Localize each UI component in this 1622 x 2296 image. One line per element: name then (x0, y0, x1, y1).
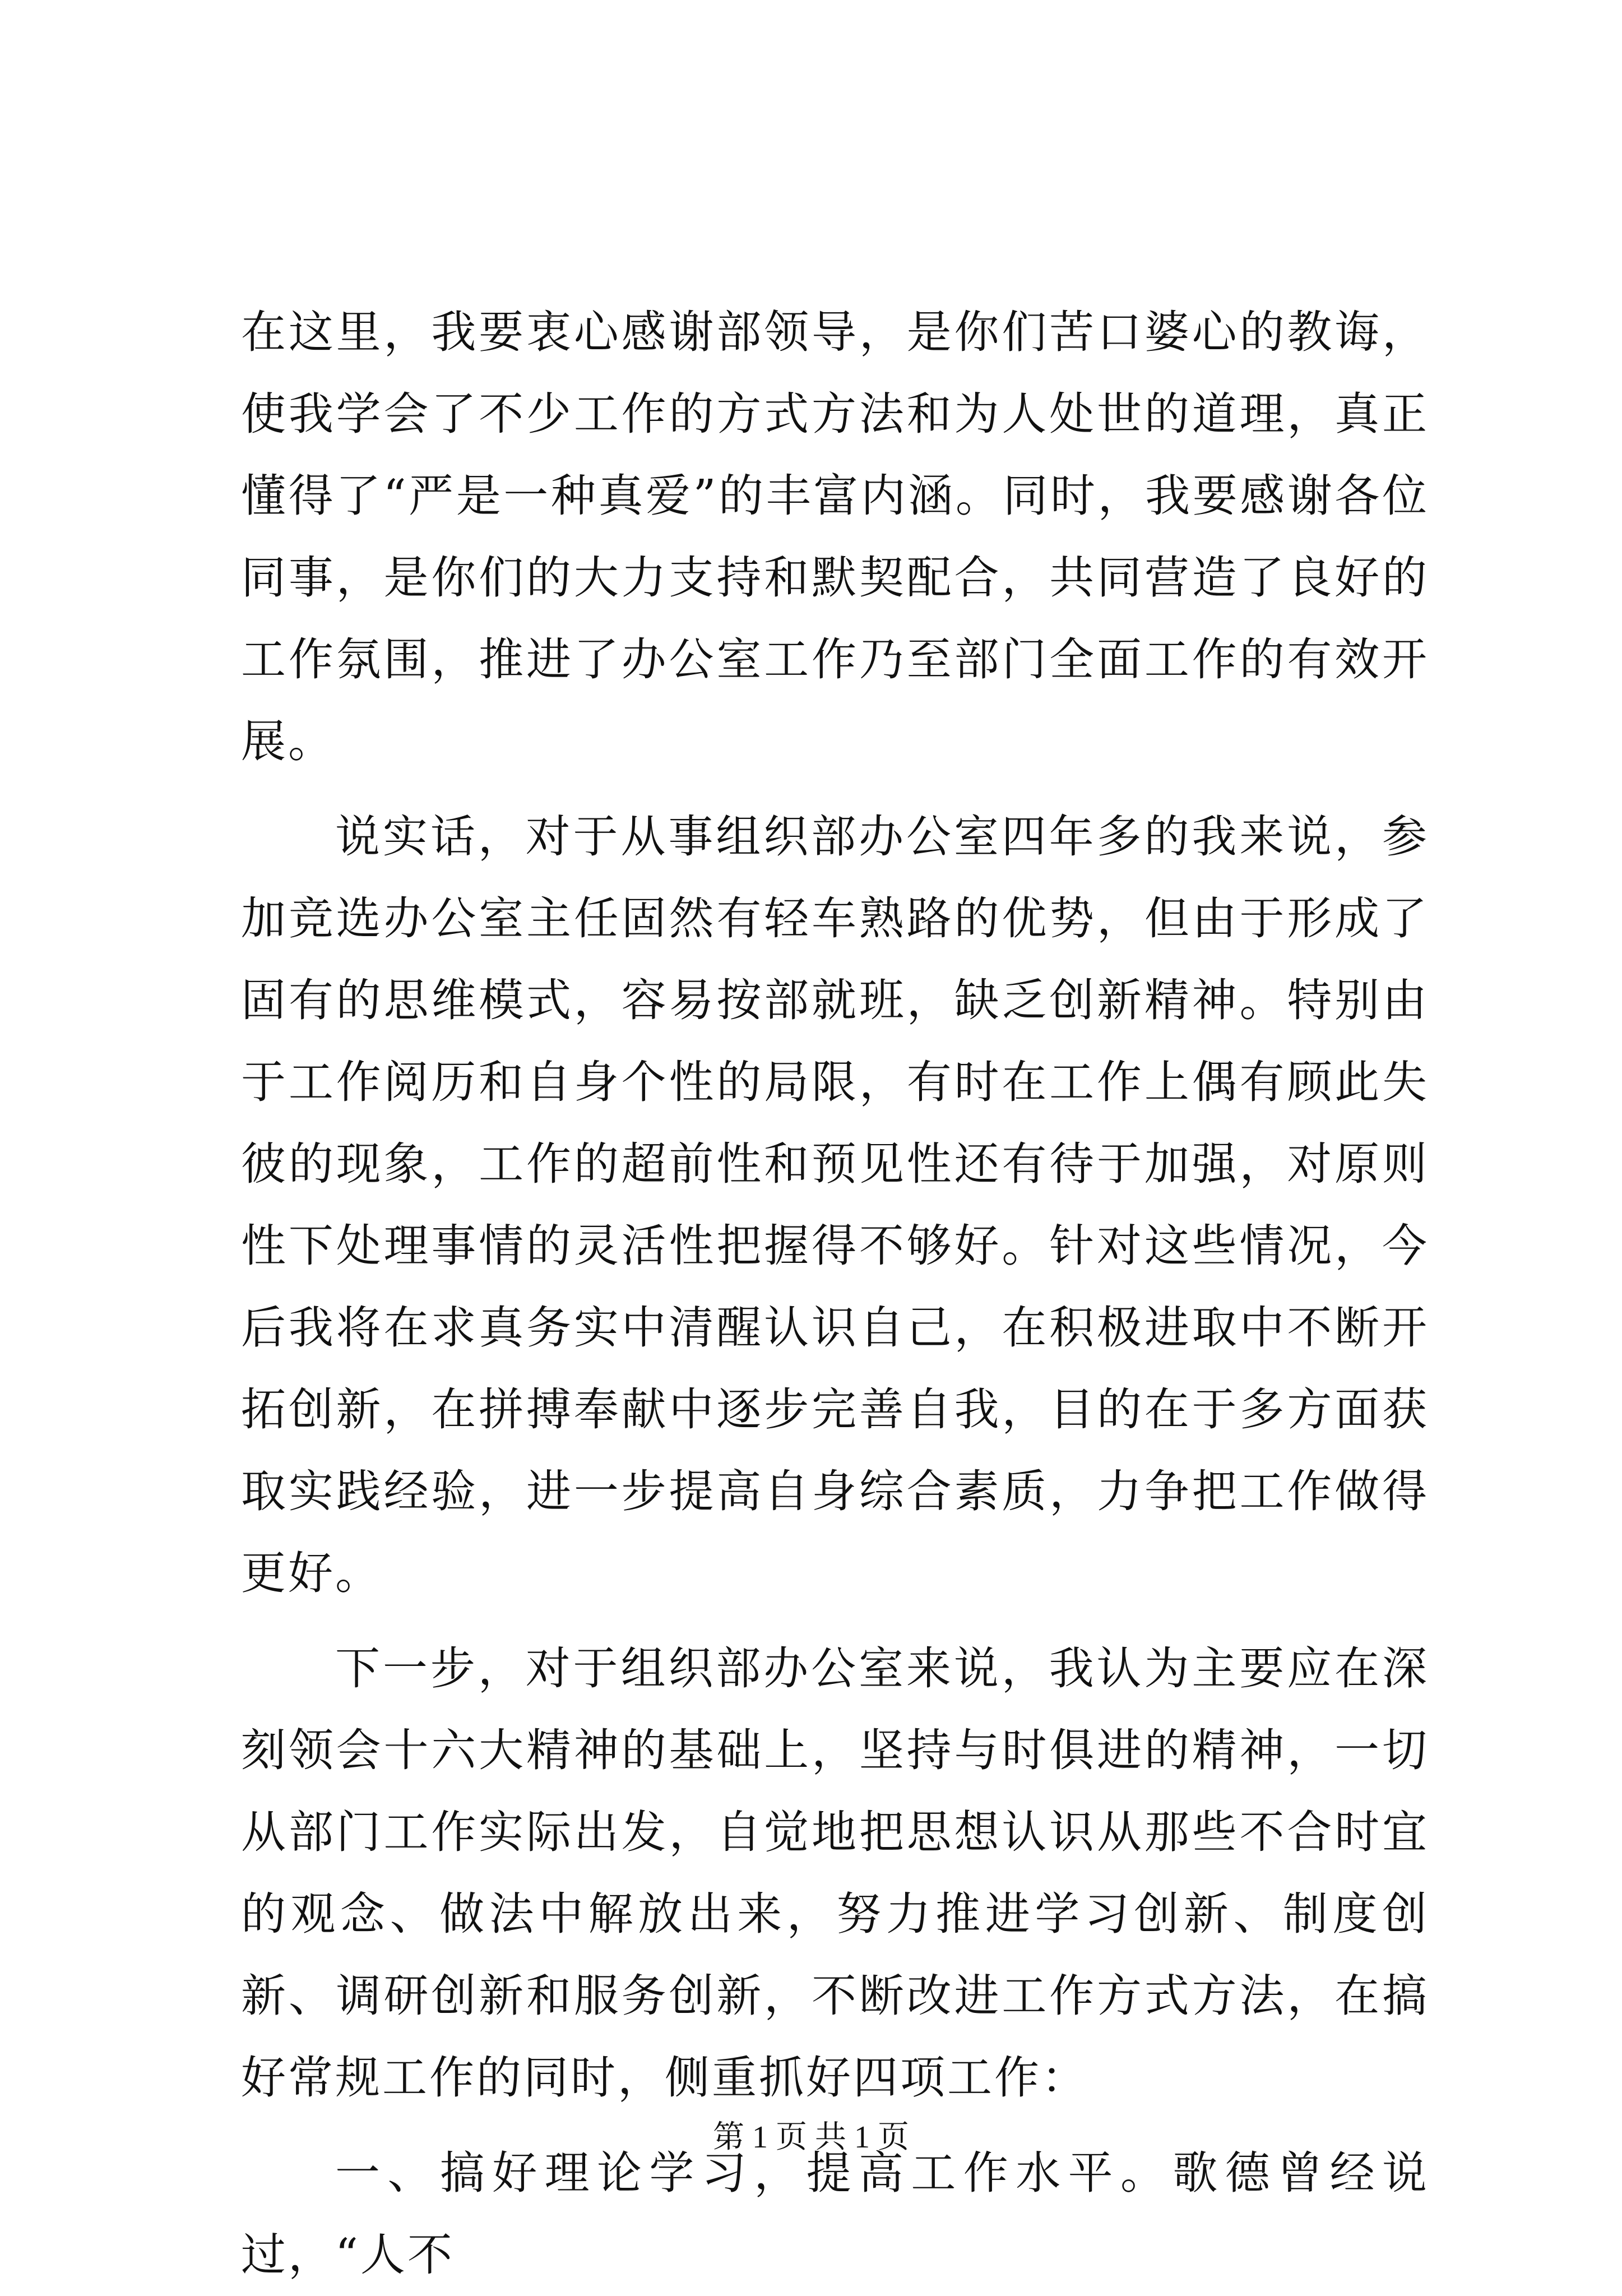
paragraph-4: 一、搞好理论学习，提高工作水平。歌德曾经说过，“人不 (241, 2147, 1429, 2281)
paragraph-3: 下一步，对于组织部办公室来说，我认为主要应在深刻领会十六大精神的基础上，坚持与时俱进的精神，一切从部门工作实际出发，自觉地把思想认识从那些不合时宜的观念、做法中解放出来，努力推进学习创新、制度创新、调研创新和服务创新，不断改进工作方式方法，在搞好常规工作的同时，侧重抓好四项工作： (241, 1642, 1429, 2104)
paragraph-2: 说实话，对于从事组织部办公室四年多的我来说，参加竞选办公室主任固然有轻车熟路的优势，但由于形成了固有的思维模式，容易按部就班，缺乏创新精神。特别由于工作阅历和自身个性的局限，有时在工作上偶有顾此失彼的现象，工作的超前性和预见性还有待于加强，对原则性下处理事情的灵活性把握得不够好。针对这些情况，今后我将在求真务实中清醒认识自己，在积极进取中不断开拓创新，在拼搏奉献中逐步完善自我，目的在于多方面获取实践经验，进一步提高自身综合素质，力争把工作做得更好。 (241, 811, 1429, 1599)
paragraph-1: 在这里，我要衷心感谢部领导，是你们苦口婆心的教诲，使我学会了不少工作的方式方法和为人处世的道理，真正懂得了“严是一种真爱”的丰富内涵。同时，我要感谢各位同事，是你们的大力支持和默契配合，共同营造了良好的工作氛围，推进了办公室工作乃至部门全面工作的有效开展。 (241, 306, 1429, 767)
page-number-footer: 第 1 页 共 1 页 (713, 2120, 909, 2155)
document-body (241, 291, 1429, 2296)
